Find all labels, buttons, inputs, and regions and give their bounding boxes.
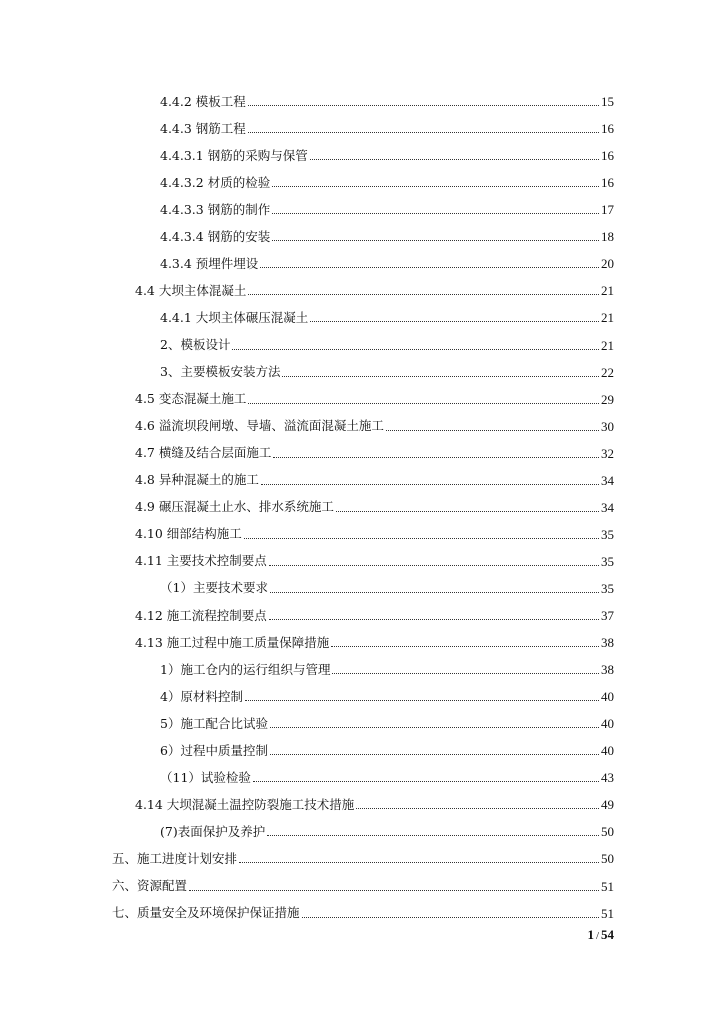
toc-entry-page: 22 xyxy=(601,364,614,380)
page-number xyxy=(587,927,614,943)
toc-entry-title: 4.4.3.3 钢筋的制作 xyxy=(160,201,271,217)
toc-dot-leader xyxy=(244,538,599,539)
toc-dot-leader xyxy=(310,159,599,160)
toc-dot-leader xyxy=(261,484,599,485)
toc-dot-leader xyxy=(267,835,599,836)
toc-entry xyxy=(135,519,614,541)
toc-entry-title: 4.8 异种混凝土的施工 xyxy=(135,472,259,488)
toc-entry-page: 37 xyxy=(601,608,614,623)
toc-dot-leader xyxy=(248,105,599,106)
toc-entry xyxy=(160,762,614,784)
toc-dot-leader xyxy=(310,321,599,322)
toc-entry xyxy=(160,816,614,838)
toc-entry xyxy=(160,248,614,270)
toc-entry-title: 4.4.3.4 钢筋的安装 xyxy=(160,228,271,244)
toc-entry-page: 29 xyxy=(601,391,614,407)
toc-dot-leader xyxy=(232,349,599,350)
toc-dot-leader xyxy=(269,619,599,620)
toc-dot-leader xyxy=(272,240,599,241)
toc-entry-title: 4.4.3 钢筋工程 xyxy=(160,120,246,136)
toc-entry-title: 4）原材料控制 xyxy=(160,688,243,704)
toc-entry-title: 4.14 大坝混凝土温控防裂施工技术措施 xyxy=(135,796,355,812)
toc-entry xyxy=(160,681,614,703)
toc-entry-page: 34 xyxy=(601,472,614,488)
toc-entry-title: 6）过程中质量控制 xyxy=(160,742,268,758)
toc-entry xyxy=(160,330,614,352)
toc-dot-leader xyxy=(270,592,599,593)
toc-dot-leader xyxy=(270,727,599,728)
toc-entry-title: 4.5 变态混凝土施工 xyxy=(135,391,247,407)
toc-entry xyxy=(112,843,614,865)
toc-entry xyxy=(160,194,614,216)
toc-dot-leader xyxy=(239,862,599,863)
toc-entry xyxy=(160,140,614,162)
toc-entry xyxy=(160,302,614,324)
toc-entry-title: （1）主要技术要求 xyxy=(160,580,268,596)
toc-entry-title: 五、施工进度计划安排 xyxy=(112,850,238,866)
toc-entry xyxy=(160,654,614,676)
toc-entry xyxy=(135,438,614,460)
toc-entry-page: 15 xyxy=(601,94,614,109)
toc-dot-leader xyxy=(189,890,599,891)
toc-dot-leader xyxy=(248,403,599,404)
toc-dot-leader xyxy=(386,430,599,431)
toc-entry-page: 34 xyxy=(601,499,614,515)
toc-entry-title: (7)表面保护及养护 xyxy=(160,823,266,839)
toc-entry-page: 50 xyxy=(601,851,614,867)
toc-entry-page: 21 xyxy=(601,310,614,326)
toc-entry-title: 4.9 碾压混凝土止水、排水系统施工 xyxy=(135,499,334,515)
toc-entry-page: 51 xyxy=(601,878,614,894)
toc-entry xyxy=(135,546,614,568)
toc-entry-title: 1）施工仓内的运行组织与管理 xyxy=(160,661,331,677)
toc-dot-leader xyxy=(356,808,599,809)
toc-entry-title: 4.6 溢流坝段闸墩、导墙、溢流面混凝土施工 xyxy=(135,418,384,434)
toc-entry-title: 4.4.3.2 材质的检验 xyxy=(160,174,271,190)
toc-entry-page: 35 xyxy=(601,580,614,596)
toc-entry-title: 5）施工配合比试验 xyxy=(160,715,268,731)
toc-entry-page: 38 xyxy=(601,635,614,650)
toc-entry-title: 4.4.3.1 钢筋的采购与保管 xyxy=(160,147,308,163)
toc-entry-title: 3、主要模板安装方法 xyxy=(160,364,281,379)
toc-entry-title: 4.4 大坝主体混凝土 xyxy=(135,282,247,298)
toc-entry-page: 35 xyxy=(601,526,614,542)
toc-entry xyxy=(135,627,614,649)
toc-entry xyxy=(160,113,614,135)
toc-entry-page: 49 xyxy=(601,797,614,813)
toc-entry-title: 4.4.1 大坝主体碾压混凝土 xyxy=(160,309,309,325)
toc-dot-leader xyxy=(270,754,599,755)
toc-entry xyxy=(135,384,614,406)
toc-entry-page: 18 xyxy=(601,229,614,245)
toc-entry xyxy=(160,357,614,379)
toc-entry-page: 16 xyxy=(601,121,614,136)
toc-dot-leader xyxy=(282,376,599,377)
toc-dot-leader xyxy=(302,917,599,918)
toc-entry-page: 51 xyxy=(601,905,614,921)
toc-entry xyxy=(135,492,614,514)
toc-entry-title: 2、模板设计 xyxy=(160,337,231,352)
toc-entry xyxy=(160,86,614,108)
toc-entry xyxy=(160,167,614,189)
toc-entry-title: 七、质量安全及环境保护保证措施 xyxy=(112,905,300,920)
toc-entry xyxy=(112,871,614,893)
toc-entry-page: 21 xyxy=(601,283,614,299)
toc-entry xyxy=(160,735,614,757)
toc-entry-page: 50 xyxy=(601,824,614,840)
toc-entry-title: 4.4.2 模板工程 xyxy=(160,93,246,109)
toc-entry xyxy=(135,465,614,487)
toc-entry xyxy=(160,221,614,243)
toc-entry xyxy=(135,411,614,433)
toc-entry xyxy=(135,600,614,622)
toc-entry-page: 21 xyxy=(601,337,614,353)
toc-entry xyxy=(160,708,614,730)
toc-entry-page: 40 xyxy=(601,743,614,759)
toc-entry-page: 43 xyxy=(601,770,614,786)
toc-dot-leader xyxy=(336,511,599,512)
toc-entry-page: 38 xyxy=(601,662,614,678)
toc-entry xyxy=(135,789,614,811)
toc-entry-page: 30 xyxy=(601,418,614,434)
toc-entry xyxy=(135,275,614,297)
toc-entry-page: 40 xyxy=(601,689,614,705)
toc-entry xyxy=(112,898,614,920)
toc-dot-leader xyxy=(332,673,599,674)
toc-dot-leader xyxy=(272,186,599,187)
toc-entry-title: 4.12 施工流程控制要点 xyxy=(135,607,267,623)
toc-dot-leader xyxy=(248,294,599,295)
toc-dot-leader xyxy=(253,781,599,782)
toc-entry-title: 4.13 施工过程中施工质量保障措施 xyxy=(135,634,330,650)
toc-dot-leader xyxy=(269,565,599,566)
page-separator: / xyxy=(595,930,599,942)
toc-entry-title: 4.7 横缝及结合层面施工 xyxy=(135,445,272,461)
total-pages: 54 xyxy=(601,927,614,942)
toc-dot-leader xyxy=(272,213,599,214)
toc-entry xyxy=(160,573,614,595)
toc-entry-page: 16 xyxy=(601,175,614,191)
toc-entry-page: 40 xyxy=(601,716,614,732)
toc-dot-leader xyxy=(260,267,599,268)
toc-dot-leader xyxy=(331,646,599,647)
toc-dot-leader xyxy=(273,457,599,458)
current-page: 1 xyxy=(587,927,594,942)
toc-dot-leader xyxy=(248,132,599,133)
toc-entry-title: 4.11 主要技术控制要点 xyxy=(135,553,267,569)
toc-entry-page: 35 xyxy=(601,553,614,569)
toc-entry-title: 4.3.4 预埋件埋设 xyxy=(160,255,259,271)
toc-entry-title: 4.10 细部结构施工 xyxy=(135,526,242,542)
toc-entry-page: 16 xyxy=(601,148,614,164)
toc-entry-page: 20 xyxy=(601,256,614,272)
toc-entry-page: 17 xyxy=(601,202,614,218)
toc-entry-title: 六、资源配置 xyxy=(112,878,188,893)
toc-entry-title: （11）试验检验 xyxy=(160,769,251,785)
toc-dot-leader xyxy=(245,700,599,701)
toc-entry-page: 32 xyxy=(601,445,614,461)
